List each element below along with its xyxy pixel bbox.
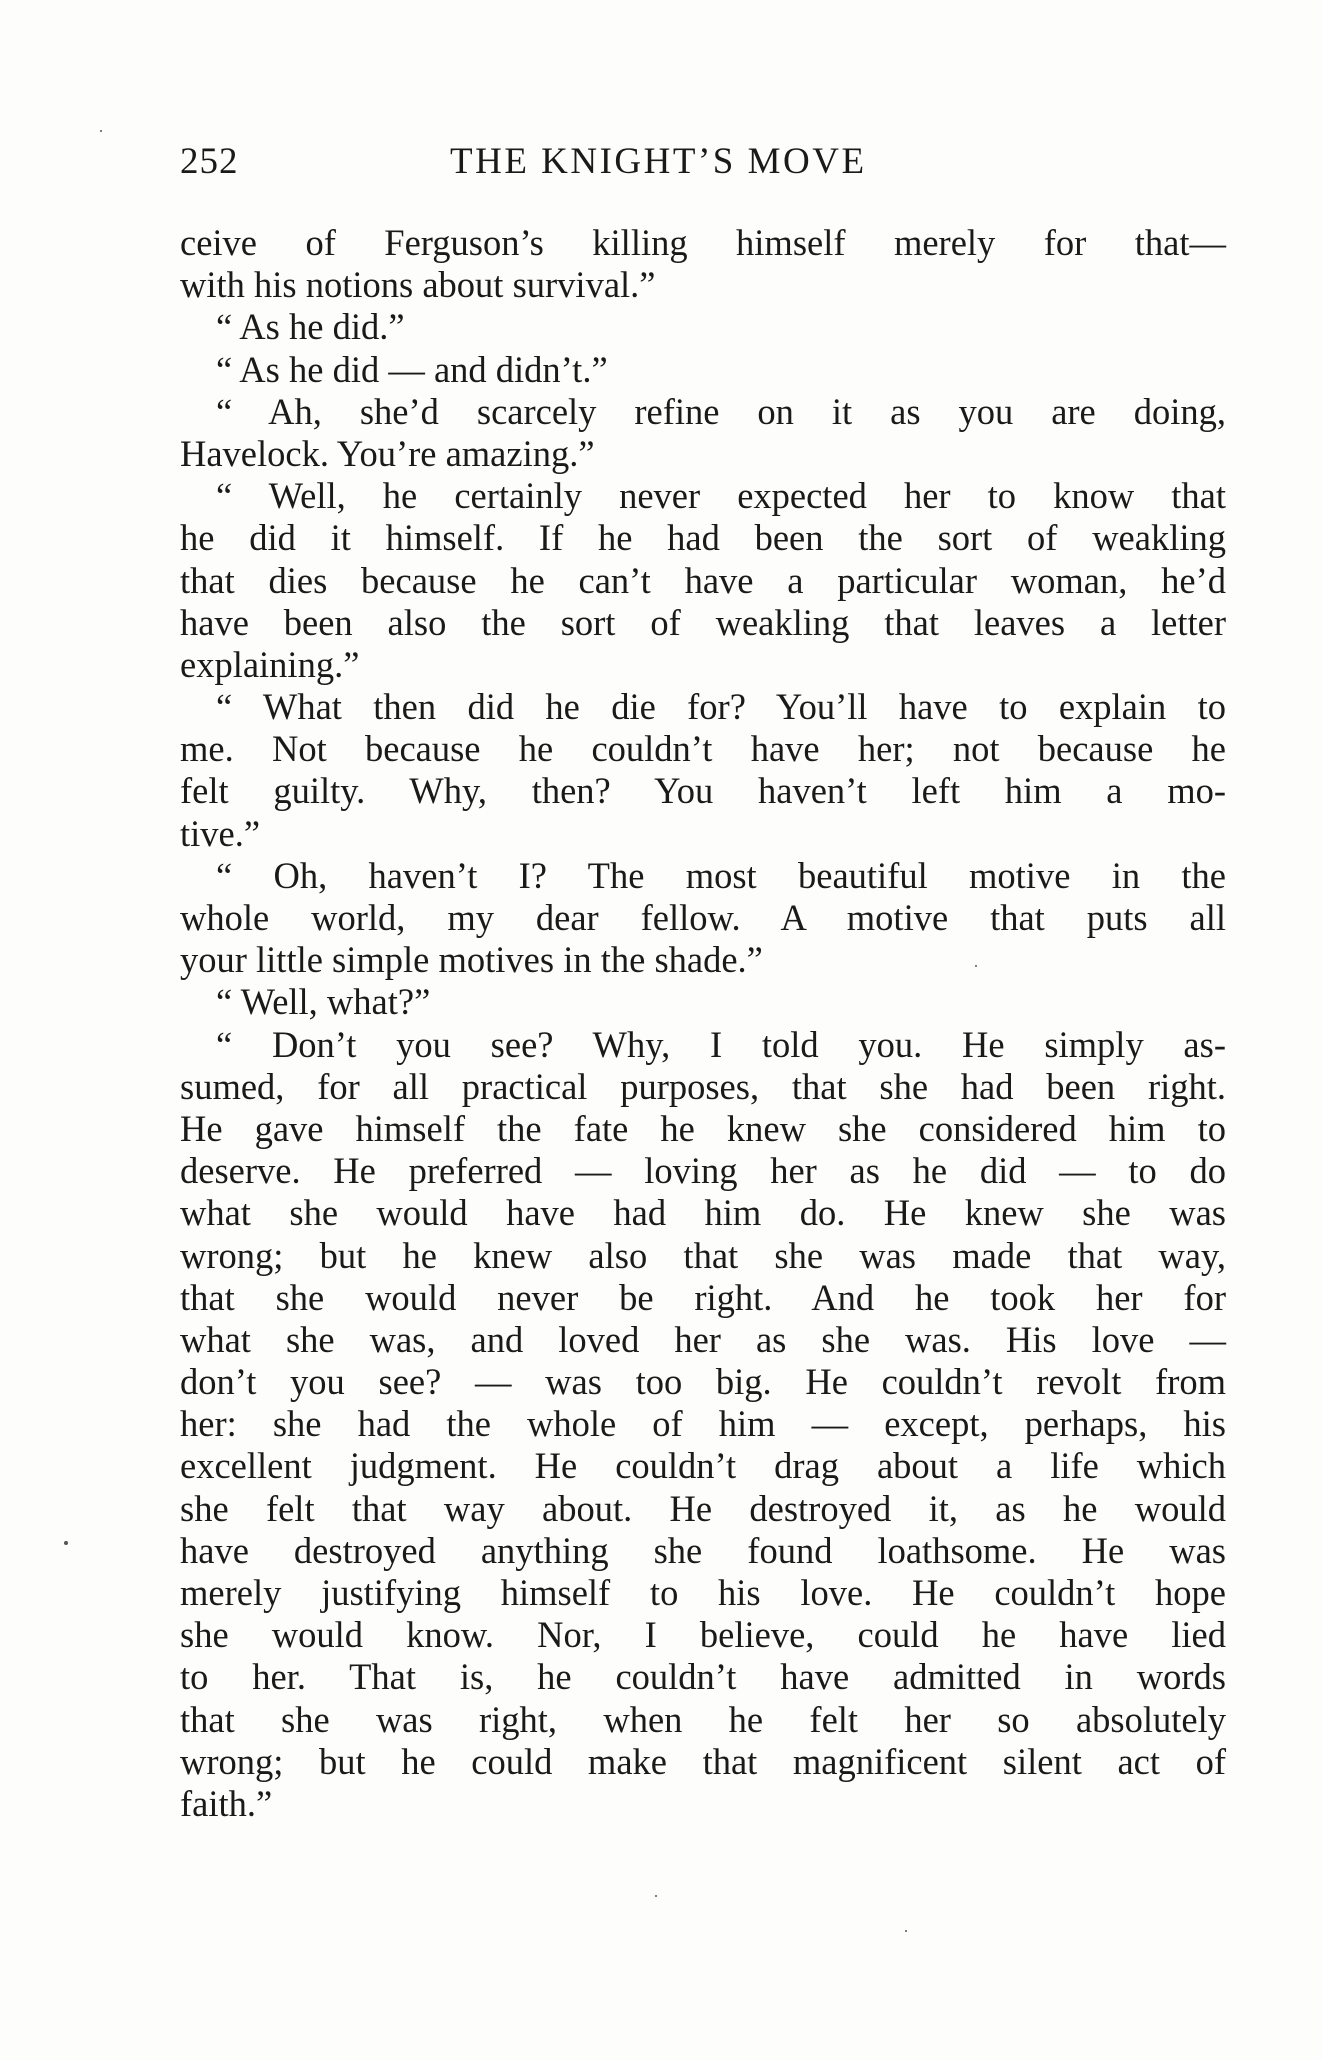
page-number: 252 xyxy=(180,141,239,182)
text-line: explaining.” xyxy=(180,643,360,685)
text-line: with his notions about survival.” xyxy=(180,264,656,306)
text-line: He gave himself the fate he knew she considered him to xyxy=(180,1107,1226,1149)
text-line: have destroyed anything she found loathsome. He was xyxy=(180,1529,1226,1571)
text-line: “ As he did.” xyxy=(216,306,405,348)
running-head xyxy=(180,140,1230,190)
text-line: her: she had the whole of him — except, perhaps, his xyxy=(180,1403,1226,1445)
text-line: wrong; but he could make that magnificent silent act of xyxy=(180,1740,1226,1782)
text-line: have been also the sort of weakling that leaves a letter xyxy=(180,601,1226,643)
text-line: whole world, my dear fellow. A motive that puts all xyxy=(180,897,1226,938)
text-line: “ Well, what?” xyxy=(216,981,431,1023)
text-line: that she was right, when he felt her so absolutely xyxy=(180,1698,1226,1740)
text-line: “ As he did — and didn’t.” xyxy=(216,348,608,390)
text-line: Havelock. You’re amazing.” xyxy=(180,432,595,474)
text-line: sumed, for all practical purposes, that she had been right. xyxy=(180,1065,1226,1107)
text-line: “ Don’t you see? Why, I told you. He simply as- xyxy=(216,1023,1226,1065)
text-line: what she would have had him do. He knew she was xyxy=(180,1192,1226,1234)
scan-speck xyxy=(64,1541,68,1545)
text-line: “ What then did he die for? You’ll have to explain to xyxy=(216,686,1226,728)
scan-speck xyxy=(100,130,102,132)
text-line: “ Ah, she’d scarcely refine on it as you are doing, xyxy=(216,390,1226,432)
text-line: deserve. He preferred — loving her as he did — to do xyxy=(180,1150,1226,1192)
text-line: “ Well, he certainly never expected her to know that xyxy=(216,475,1226,517)
text-line: faith.” xyxy=(180,1782,273,1824)
text-line: merely justifying himself to his love. He couldn’t hope xyxy=(180,1572,1226,1613)
running-title: THE KNIGHT’S MOVE xyxy=(450,141,867,182)
text-line: to her. That is, he couldn’t have admitted in words xyxy=(180,1656,1226,1698)
scan-speck xyxy=(975,965,977,967)
text-line: what she was, and loved her as she was. His love — xyxy=(180,1318,1226,1360)
text-line: that dies because he can’t have a particular woman, he’d xyxy=(180,559,1226,601)
text-line: tive.” xyxy=(180,812,261,854)
text-line: ceive of Ferguson’s killing himself merely for that— xyxy=(180,222,1226,263)
text-line: “ Oh, haven’t I? The most beautiful motive in the xyxy=(216,854,1226,896)
scan-speck xyxy=(905,1930,907,1932)
text-line: wrong; but he knew also that she was made that way, xyxy=(180,1234,1226,1276)
text-line: she would know. Nor, I believe, could he have lied xyxy=(180,1614,1226,1656)
scan-speck xyxy=(655,1895,657,1897)
text-line: she felt that way about. He destroyed it, as he would xyxy=(180,1487,1226,1529)
text-line: he did it himself. If he had been the sort of weakling xyxy=(180,517,1226,559)
text-line: your little simple motives in the shade.” xyxy=(180,939,763,981)
text-line: don’t you see? — was too big. He couldn’t revolt from xyxy=(180,1361,1226,1403)
text-line: excellent judgment. He couldn’t drag about a life which xyxy=(180,1445,1226,1487)
text-line: me. Not because he couldn’t have her; not because he xyxy=(180,728,1226,770)
text-line: that she would never be right. And he took her for xyxy=(180,1276,1226,1318)
body-text xyxy=(180,222,1226,1825)
text-line: felt guilty. Why, then? You haven’t left him a mo- xyxy=(180,770,1226,812)
